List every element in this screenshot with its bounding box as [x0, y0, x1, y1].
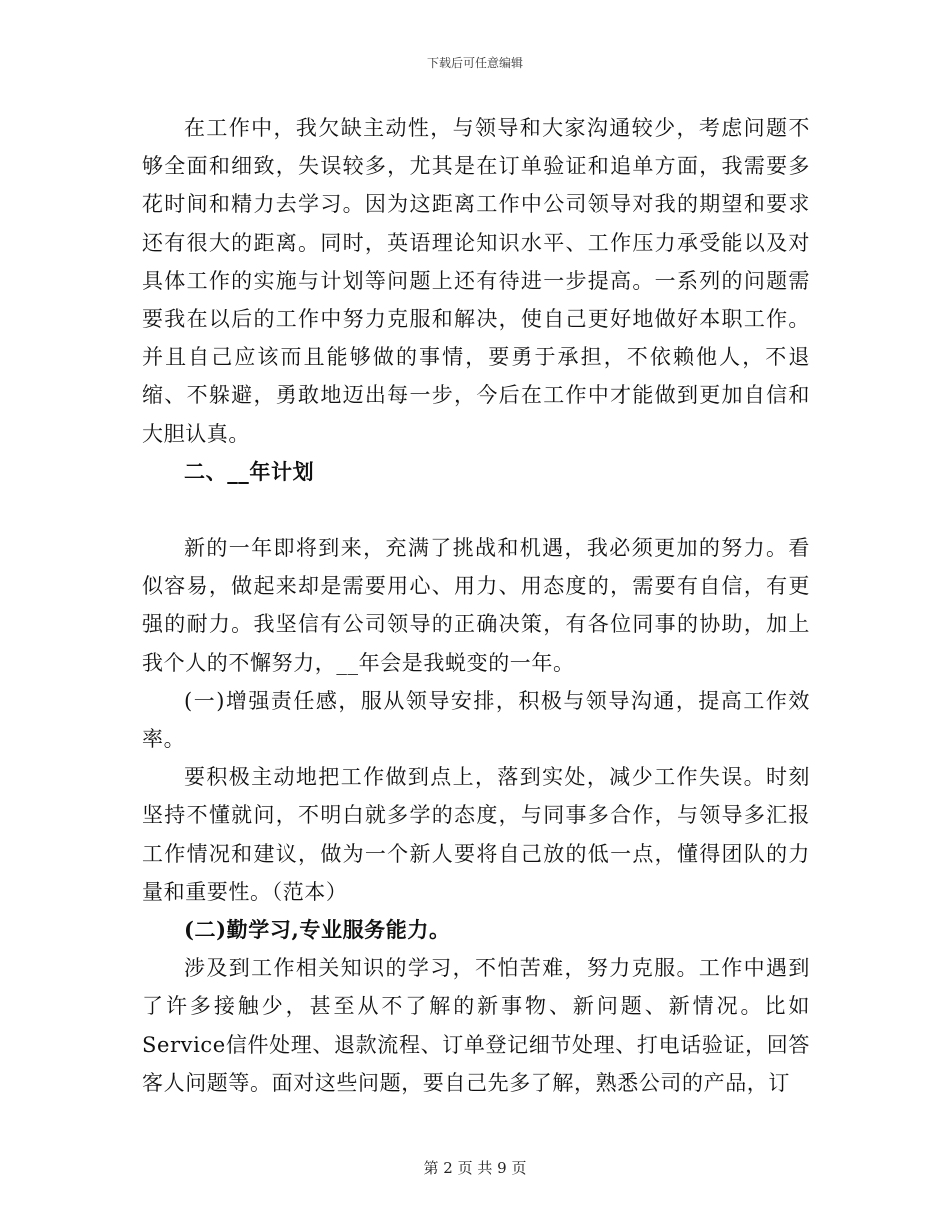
page-number: 第 2 页 共 9 页: [423, 1159, 527, 1177]
paragraph-point-two-detail: 涉及到工作相关知识的学习，不怕苦难，努力克服。工作中遇到了许多接触少，甚至从不了解的新事物、新问题、新情况。比如Service信件处理、退款流程、订单登记细节处理、打电话验证，回答客人问题等。面对这些问题，要自己先多了解，熟悉公司的产品，订: [142, 956, 810, 1095]
paragraph-work-shortcomings: 在工作中，我欠缺主动性，与领导和大家沟通较少，考虑问题不够全面和细致，失误较多，尤其是在订单验证和追单方面，我需要多花时间和精力去学习。因为这距离工作中公司领导对我的期望和要求还有很大的距离。同时，英语理论知识水平、工作压力承受能以及对具体工作的实施与计划等问题上还有待进一步提高。一系列的问题需要我在以后的工作中努力克服和解决，使自己更好地做好本职工作。并且自己应该而且能够做的事情，要勇于承担，不依赖他人，不退缩、不躲避，勇敢地迈出每一步，今后在工作中才能做到更加自信和大胆认真。: [142, 116, 810, 446]
subheading-point-two: (二)勤学习,专业服务能力。: [184, 917, 451, 943]
paragraph-new-year: 新的一年即将到来，充满了挑战和机遇，我必须更加的努力。看似容易，做起来却是需要用心、用力、用态度的，需要有自信，有更强的耐力。我坚信有公司领导的正确决策，有各位同事的协助，加上我个人的不懈努力，__年会是我蜕变的一年。: [142, 536, 810, 675]
paragraph-point-one-detail: 要积极主动地把工作做到点上，落到实处，减少工作失误。时刻坚持不懂就问，不明白就多学的态度，与同事多合作，与领导多汇报工作情况和建议，做为一个新人要将自己放的低一点，懂得团队的力量和重要性。（范本）: [142, 765, 810, 904]
paragraph-point-one: (一)增强责任感，服从领导安排，积极与领导沟通，提高工作效率。: [142, 688, 810, 752]
header-note: 下载后可任意编辑: [426, 56, 523, 70]
blank-line: [142, 491, 810, 529]
document-body: [142, 109, 810, 1102]
section-heading-plan: 二、__年计划: [184, 458, 315, 484]
